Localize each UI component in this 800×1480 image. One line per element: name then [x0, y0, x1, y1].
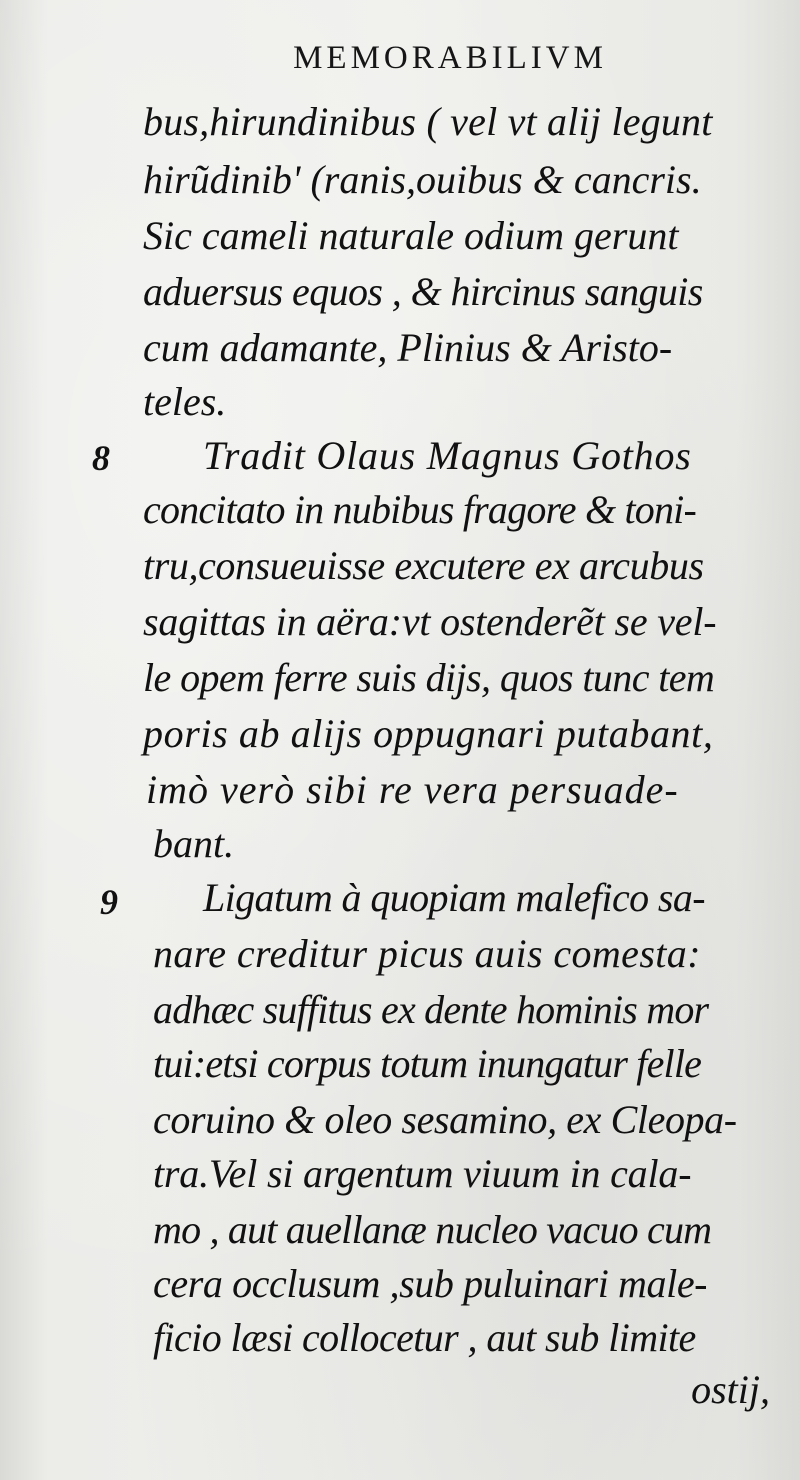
text-line-23: ficio læsi collocetur , aut sub limite — [153, 1315, 696, 1360]
text-line-9: tru,consueuisse excutere ex arcubus — [143, 543, 704, 588]
text-line-18: tui:etsi corpus totum inungatur felle — [153, 1041, 702, 1086]
text-line-21: mo , aut auellanæ nucleo vacuo cum — [153, 1207, 712, 1252]
text-line-6: teles. — [143, 379, 227, 424]
text-line-7: Tradit Olaus Magnus Gothos — [203, 433, 692, 478]
text-line-17: adhæc suffitus ex dente hominis mor — [153, 987, 709, 1032]
text-line-15: Ligatum à quopiam malefico sa- — [203, 875, 705, 920]
text-line-8: concitato in nubibus fragore & toni- — [143, 487, 697, 532]
text-line-12: poris ab alijs oppugnari putabant, — [143, 711, 714, 756]
text-line-13: imò verò sibi re vera persuade- — [146, 767, 679, 812]
text-line-2: hirũdinib' (ranis,ouibus & cancris. — [143, 157, 702, 202]
text-line-11: le opem ferre suis dijs, quos tunc tem — [143, 655, 715, 700]
text-line-10: sagittas in aëra:vt ostenderẽt se vel- — [143, 599, 717, 644]
text-line-1: bus,hirundinibus ( vel vt alij legunt — [143, 99, 713, 144]
text-line-19: coruino & oleo sesamino, ex Cleopa- — [153, 1097, 737, 1142]
text-line-5: cum adamante, Plinius & Aristo- — [143, 325, 673, 370]
text-line-16: nare creditur picus auis comesta: — [153, 931, 701, 976]
text-line-3: Sic cameli naturale odium gerunt — [143, 213, 679, 258]
text-line-22: cera occlusum ,sub puluinari male- — [153, 1261, 708, 1306]
text-line-14: bant. — [153, 821, 235, 866]
text-line-4: aduersus equos , & hircinus sanguis — [143, 269, 703, 314]
section-number-8: 8 — [92, 438, 110, 478]
catchword: ostij, — [691, 1367, 770, 1412]
section-number-9: 9 — [100, 882, 118, 922]
text-line-20: tra.Vel si argentum viuum in cala- — [153, 1151, 692, 1196]
running-header: MEMORABILIVM — [293, 40, 607, 76]
